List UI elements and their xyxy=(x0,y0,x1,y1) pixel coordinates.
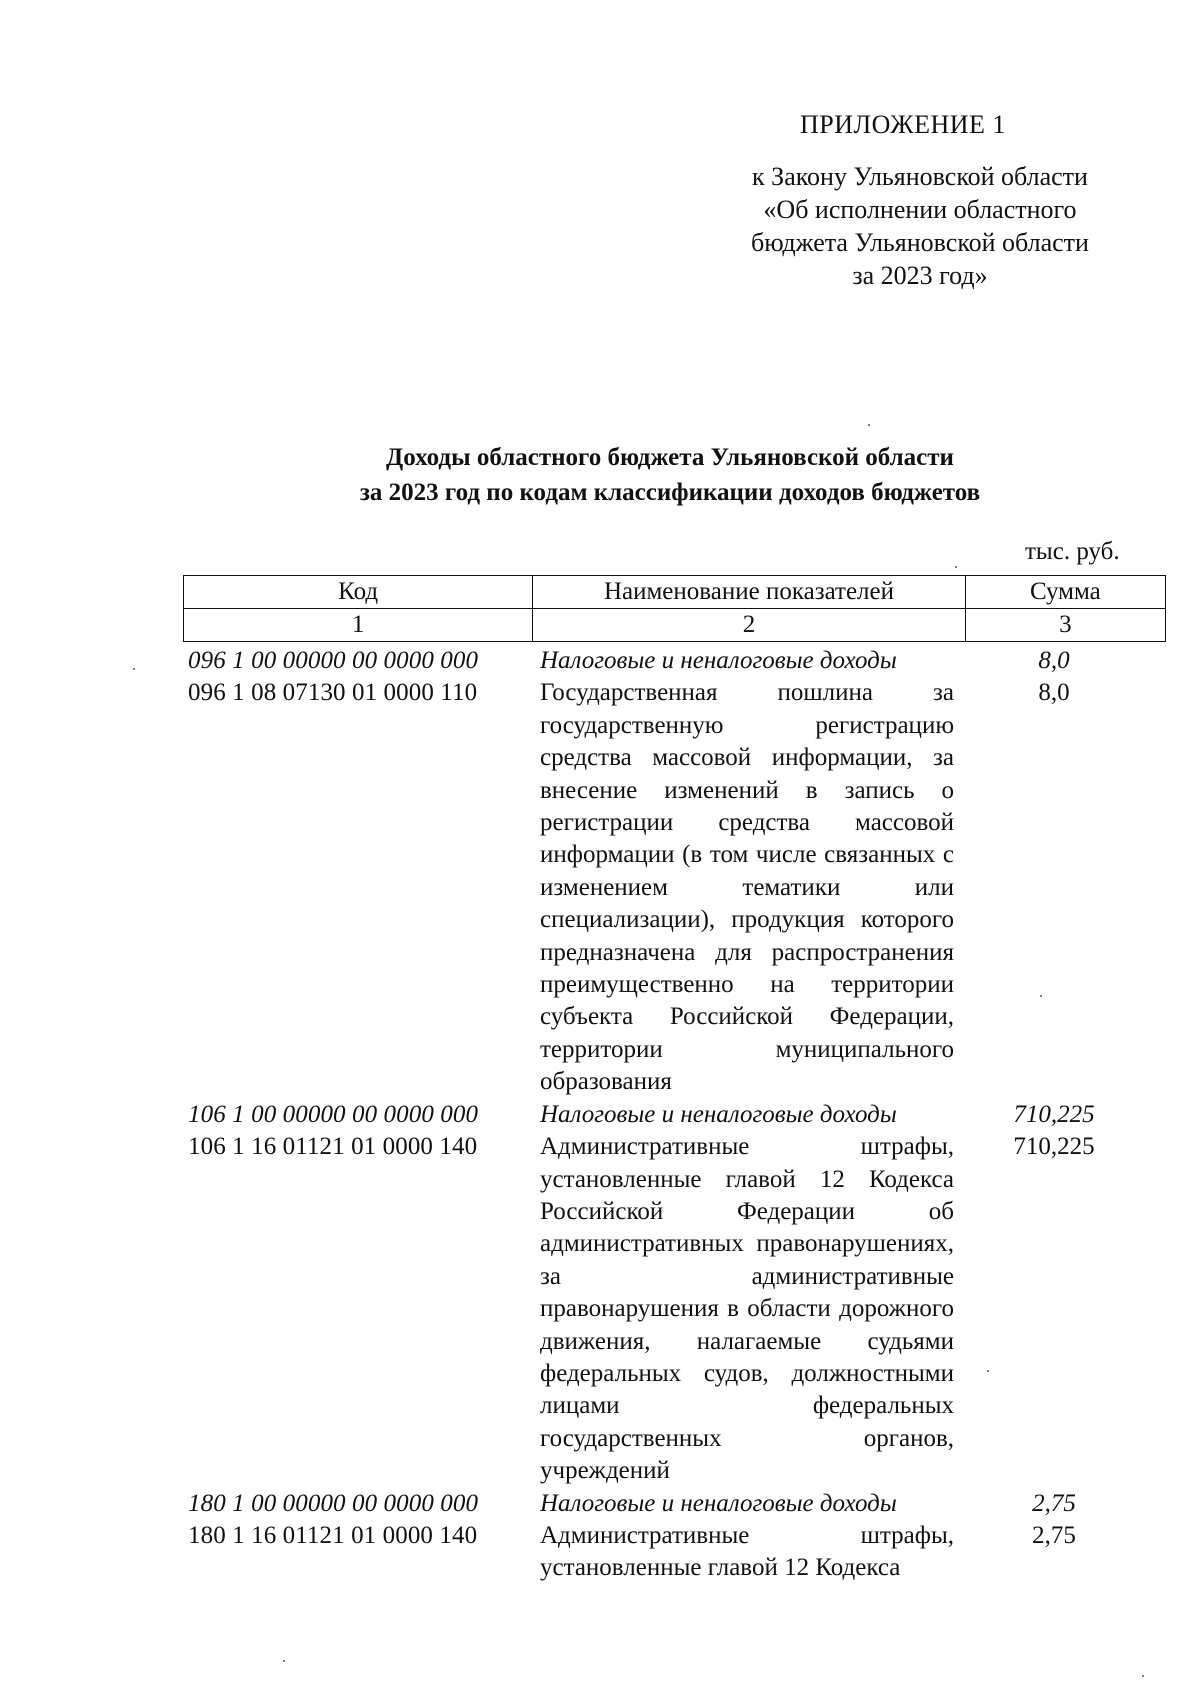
row-sum: 8,0 xyxy=(1038,647,1070,674)
table-row xyxy=(188,1099,1168,1131)
document-title xyxy=(170,440,1170,510)
scan-speck xyxy=(955,566,957,568)
table-row xyxy=(188,677,1168,1098)
column-header-name: Наименование показателей xyxy=(533,576,965,609)
row-code: 180 1 00 00000 00 0000 000 xyxy=(188,1489,479,1517)
row-code: 106 1 00 00000 00 0000 000 xyxy=(188,1100,479,1128)
table-body xyxy=(188,645,1168,1585)
row-sum: 2,75 xyxy=(1032,1489,1076,1517)
row-name: Налоговые и неналоговые доходы xyxy=(540,1100,897,1128)
table-row xyxy=(188,645,1168,677)
row-name: Государственная пошлина за государственную регистрацию средства массовой информации, за внесение изменений в запись о регистрации средства массовой информации (в том числе связанных с изменением тематики или специализации), продукция которого предназначена для распространения преимущественно на территории субъекта Российской Федерации, территории муниципального образования xyxy=(540,679,954,1096)
table-header xyxy=(183,575,1166,642)
table-row xyxy=(188,1131,1168,1487)
document-title-line: Доходы областного бюджета Ульяновской области xyxy=(386,444,954,471)
column-number: 3 xyxy=(965,609,1165,642)
row-name: Административные штрафы, установленные главой 12 Кодекса Российской Федерации об административных правонарушениях, за административные правонарушения в области дорожного движения, налагаемые судьями федеральных судов, должностными лицами федеральных государственных органов, учреждений xyxy=(540,1133,954,1485)
column-number: 1 xyxy=(184,609,533,642)
table-column-numbers-row xyxy=(184,609,1166,642)
subtitle-line: за 2023 год» xyxy=(852,261,988,290)
row-sum: 2,75 xyxy=(1032,1521,1076,1549)
appendix-title: ПРИЛОЖЕНИЕ 1 xyxy=(800,110,1006,139)
row-sum: 710,225 xyxy=(1013,1133,1095,1161)
scan-speck xyxy=(868,424,870,426)
scan-speck xyxy=(133,668,135,670)
table-row xyxy=(188,1520,1168,1585)
column-header-sum: Сумма xyxy=(965,576,1165,609)
scan-speck xyxy=(987,1370,989,1372)
document-title-line: за 2023 год по кодам классификации доходов бюджетов xyxy=(359,479,981,506)
row-name: Налоговые и неналоговые доходы xyxy=(540,1489,897,1517)
row-code: 106 1 16 01121 01 0000 140 xyxy=(188,1133,478,1161)
column-number: 2 xyxy=(533,609,965,642)
table-row xyxy=(188,1488,1168,1520)
scan-speck xyxy=(1040,995,1042,997)
column-header-code: Код xyxy=(184,576,533,609)
row-name: Административные штрафы, установленные главой 12 Кодекса xyxy=(540,1521,954,1582)
scan-speck xyxy=(1142,1675,1144,1677)
row-code: 180 1 16 01121 01 0000 140 xyxy=(188,1521,478,1549)
row-code: 096 1 08 07130 01 0000 110 xyxy=(188,679,478,707)
row-code: 096 1 00 00000 00 0000 000 xyxy=(188,647,479,674)
units-label: тыс. руб. xyxy=(1025,538,1120,565)
subtitle-line: бюджета Ульяновской области xyxy=(751,228,1089,257)
subtitle-line: к Закону Ульяновской области xyxy=(752,162,1088,191)
row-name: Налоговые и неналоговые доходы xyxy=(540,647,897,674)
appendix-subtitle xyxy=(720,160,1120,292)
table-header-row xyxy=(184,576,1166,609)
row-sum: 8,0 xyxy=(1038,679,1070,707)
row-sum: 710,225 xyxy=(1013,1100,1095,1128)
subtitle-line: «Об исполнении областного xyxy=(763,195,1077,224)
scan-speck xyxy=(283,1660,285,1662)
